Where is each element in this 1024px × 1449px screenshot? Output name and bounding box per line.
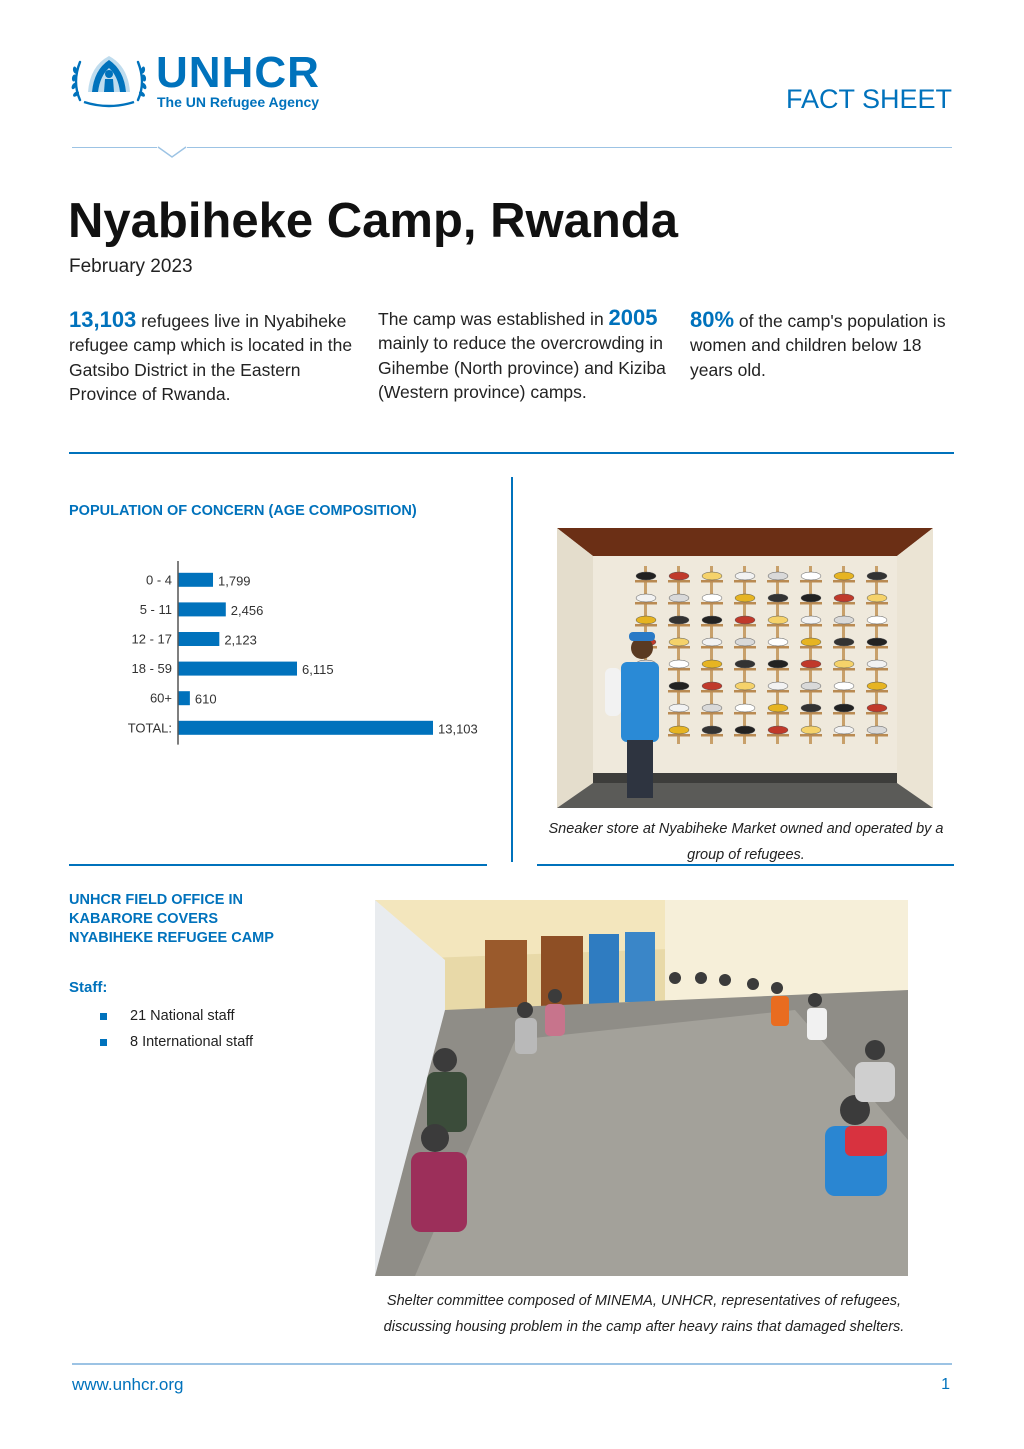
section-divider — [537, 864, 954, 866]
percentage-highlight: 80% — [690, 307, 735, 332]
report-date: February 2023 — [69, 256, 193, 277]
bar-4 — [178, 691, 190, 705]
category-label: 0 - 4 — [145, 572, 172, 588]
square-bullet-icon — [100, 1039, 107, 1046]
document-type-label: FACT SHEET — [785, 84, 952, 114]
field-office-heading: UNHCR FIELD OFFICE IN KABARORE COVERS NYABIHEKE REFUGEE CAMP — [69, 892, 274, 946]
page-number: 1 — [941, 1376, 950, 1393]
bar-2 — [178, 632, 219, 646]
category-label: 60+ — [149, 690, 172, 706]
shelter-committee-photo — [375, 900, 908, 1276]
section-divider — [69, 864, 487, 866]
logo-tagline: The UN Refugee Agency — [157, 94, 320, 110]
intro-text: The camp was established in — [378, 309, 609, 329]
population-chart — [100, 555, 500, 745]
established-year-highlight: 2005 — [608, 305, 658, 330]
footer-divider — [72, 1363, 952, 1365]
bar-5 — [178, 721, 433, 735]
chevron-down-icon — [157, 141, 187, 161]
shelter-committee-caption: Shelter committee composed of MINEMA, UNHCR, representatives of refugees, discussing housing problem in the camp after heavy rains that damaged shelters. — [383, 1293, 905, 1335]
intro-text: refugees live in Nyabiheke refugee camp which is located in the Gatsibo District in the Eastern Province of Rwanda. — [69, 311, 353, 404]
staff-label: Staff: — [69, 979, 108, 996]
square-bullet-icon — [100, 1013, 107, 1020]
category-label: 5 - 11 — [139, 601, 172, 617]
unhcr-emblem-icon — [70, 48, 148, 110]
value-label: 13,103 — [438, 721, 478, 737]
sneaker-store-photo — [557, 528, 933, 808]
page-title: Nyabiheke Camp, Rwanda — [68, 194, 678, 248]
staff-item: 8 International staff — [130, 1034, 254, 1050]
column-divider — [511, 477, 513, 862]
value-label: 6,115 — [302, 662, 334, 678]
logo-name: UNHCR — [156, 48, 320, 97]
header-divider — [72, 147, 952, 148]
value-label: 1,799 — [218, 573, 251, 589]
intro-refugee-count — [69, 308, 364, 406]
staff-list — [100, 1003, 253, 1055]
category-label: 18 - 59 — [131, 661, 172, 677]
value-label: 2,456 — [230, 602, 264, 618]
bar-3 — [178, 662, 297, 676]
intro-demographics — [690, 308, 965, 382]
unhcr-logo — [70, 48, 350, 114]
bar-1 — [178, 602, 226, 616]
intro-text: mainly to reduce the overcrowding in Gihembe (North province) and Kiziba (Western province) camps. — [378, 333, 666, 402]
list-item — [100, 1003, 253, 1029]
intro-text: of the camp's population is women and children below 18 years old. — [690, 311, 946, 380]
sneaker-store-caption: Sneaker store at Nyabiheke Market owned and operated by a group of refugees. — [548, 821, 944, 863]
footer-website-link[interactable]: www.unhcr.org — [72, 1375, 184, 1394]
population-heading: POPULATION OF CONCERN (AGE COMPOSITION) — [69, 503, 417, 519]
bar-0 — [178, 573, 213, 587]
value-label: 610 — [194, 691, 217, 707]
category-label: 12 - 17 — [131, 631, 172, 647]
intro-established — [378, 306, 670, 404]
section-divider — [69, 452, 954, 454]
population-bar-chart — [100, 555, 500, 745]
value-label: 2,123 — [224, 632, 257, 648]
refugee-count-highlight: 13,103 — [69, 307, 137, 332]
staff-item: 21 National staff — [130, 1008, 235, 1024]
category-label: TOTAL: — [127, 720, 172, 736]
list-item — [100, 1029, 253, 1055]
